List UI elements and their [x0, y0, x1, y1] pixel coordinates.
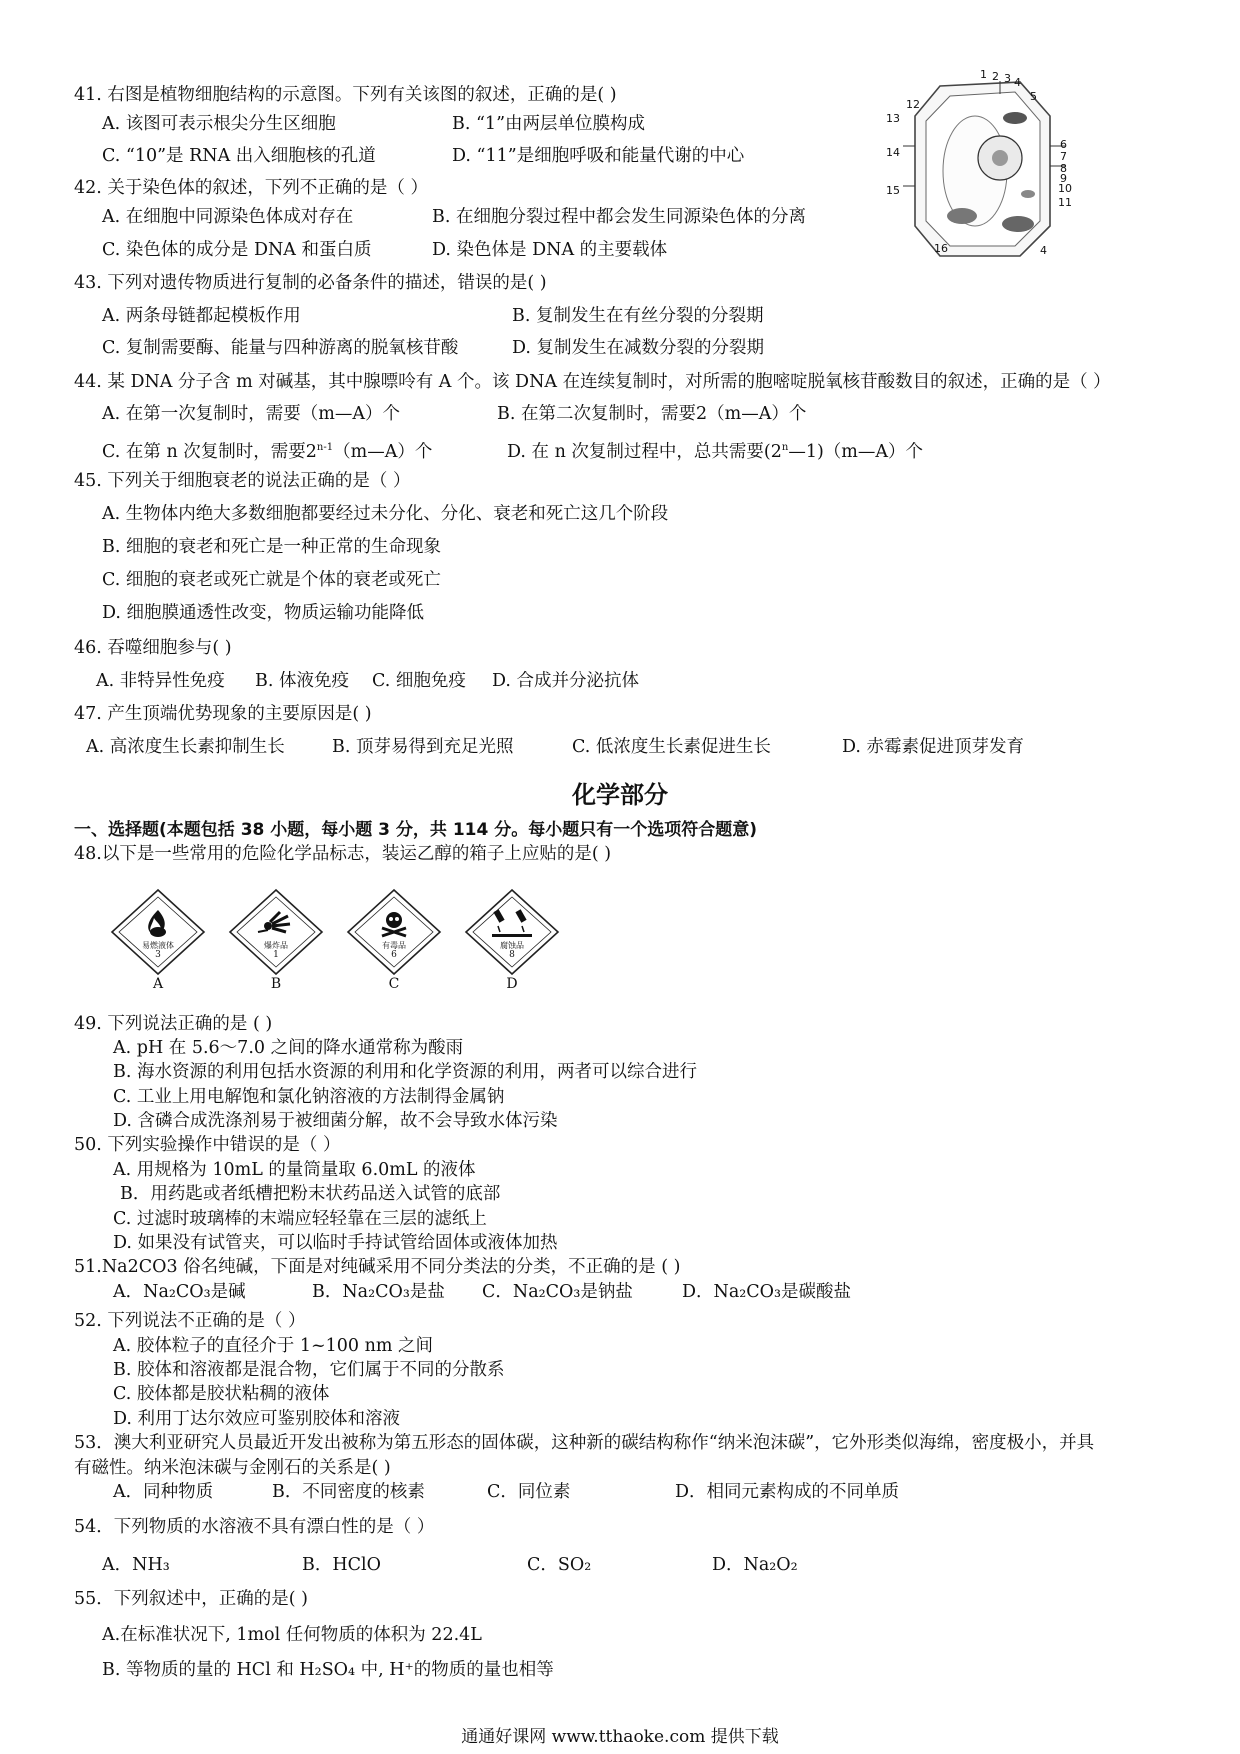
q53-option-a: A．同种物质: [113, 1482, 214, 1502]
question-54-stem: 54．下列物质的水溶液不具有漂白性的是（ ）: [74, 1517, 435, 1537]
q42-option-a: A. 在细胞中同源染色体成对存在: [102, 207, 354, 227]
hazard-sign-d: [464, 888, 560, 992]
q45-option-d: D. 细胞膜通透性改变，物质运输功能降低: [102, 603, 425, 623]
hazard-sign-c: [346, 888, 442, 992]
sign-class-number: 8: [509, 950, 515, 960]
q45-option-b: B. 细胞的衰老和死亡是一种正常的生命现象: [102, 537, 441, 557]
q50-option-c: C. 过滤时玻璃棒的末端应轻轻靠在三层的滤纸上: [113, 1209, 487, 1229]
q42-option-d: D. 染色体是 DNA 的主要载体: [432, 240, 668, 260]
q43-option-b: B. 复制发生在有丝分裂的分裂期: [512, 306, 764, 326]
q51-option-d: D．Na₂CO₃是碳酸盐: [682, 1282, 852, 1302]
q44-option-b: B. 在第二次复制时，需要2（m—A）个: [497, 404, 807, 424]
question-41-stem: 41. 右图是植物细胞结构的示意图。下列有关该图的叙述，正确的是( ): [74, 85, 617, 105]
q47-option-d: D. 赤霉素促进顶芽发育: [842, 737, 1025, 757]
q46-option-c: C. 细胞免疫: [372, 671, 466, 691]
cell-label: 10: [1058, 182, 1072, 195]
question-43-stem: 43. 下列对遗传物质进行复制的必备条件的描述，错误的是( ): [74, 273, 547, 293]
section-instructions: 一、选择题(本题包括 38 小题，每小题 3 分，共 114 分。每小题只有一个选项符合题意): [74, 820, 758, 840]
q47-option-a: A. 高浓度生长素抑制生长: [86, 737, 285, 757]
q55-option-a: A.在标准状况下, 1mol 任何物质的体积为 22.4L: [102, 1625, 482, 1645]
question-45-stem: 45. 下列关于细胞衰老的说法正确的是（ ）: [74, 471, 411, 491]
footer-source: 通通好课网 www.tthaoke.com 提供下载: [461, 1727, 779, 1747]
q44-option-c: C. 在第 n 次复制时，需要2$^{n-1}$（m—A）个: [102, 441, 433, 462]
q49-option-c: C. 工业上用电解饱和氯化钠溶液的方法制得金属钠: [113, 1087, 505, 1107]
q47-option-b: B. 顶芽易得到充足光照: [332, 737, 514, 757]
cell-label: 4: [1014, 76, 1021, 89]
q41-option-d: D. “11”是细胞呼吸和能量代谢的中心: [452, 146, 745, 166]
q41-option-b: B. “1”由两层单位膜构成: [452, 114, 646, 134]
q43-option-a: A. 两条母链都起模板作用: [102, 306, 301, 326]
question-53-stem-line2: 有磁性。纳米泡沫碳与金刚石的关系是( ): [74, 1458, 391, 1478]
question-46-stem: 46. 吞噬细胞参与( ): [74, 638, 232, 658]
cell-label: 11: [1058, 196, 1072, 209]
question-49-stem: 49. 下列说法正确的是 ( ): [74, 1014, 273, 1034]
q52-option-a: A. 胶体粒子的直径介于 1~100 nm 之间: [113, 1336, 434, 1356]
question-44-stem: 44. 某 DNA 分子含 m 对碱基，其中腺嘌呤有 A 个。该 DNA 在连续复制时，对所需的胞嘧啶脱氧核苷酸数目的叙述，正确的是（ ）: [74, 372, 1111, 392]
question-53-stem-line1: 53．澳大利亚研究人员最近开发出被称为第五形态的固体碳，这种新的碳结构称作“纳米泡沫碳”，它外形类似海绵，密度极小，并具: [74, 1433, 1095, 1453]
q41-option-a: A. 该图可表示根尖分生区细胞: [102, 114, 336, 134]
q51-option-a: A．Na₂CO₃是碱: [113, 1282, 246, 1302]
q53-option-c: C．同位素: [487, 1482, 571, 1502]
plant-cell-drawing: [900, 76, 1080, 266]
q42-option-c: C. 染色体的成分是 DNA 和蛋白质: [102, 240, 372, 260]
q50-option-a: A. 用规格为 10mL 的量筒量取 6.0mL 的液体: [113, 1160, 476, 1180]
sign-class-number: 3: [155, 950, 161, 960]
q53-option-d: D．相同元素构成的不同单质: [675, 1482, 900, 1502]
question-52-stem: 52. 下列说法不正确的是（ ）: [74, 1311, 306, 1331]
q42-option-b: B. 在细胞分裂过程中都会发生同源染色体的分离: [432, 207, 806, 227]
cell-label: 8: [1060, 162, 1067, 175]
q53-option-b: B．不同密度的核素: [272, 1482, 425, 1502]
sign-letter: C: [388, 976, 400, 992]
question-51-stem: 51.Na2CO3 俗名纯碱，下面是对纯碱采用不同分类法的分类，不正确的是 ( ): [74, 1257, 681, 1277]
q51-option-c: C．Na₂CO₃是钠盐: [482, 1282, 633, 1302]
sign-label: 爆炸品: [264, 941, 288, 950]
q47-option-c: C. 低浓度生长素促进生长: [572, 737, 771, 757]
question-47-stem: 47. 产生顶端优势现象的主要原因是( ): [74, 704, 372, 724]
hazard-sign-b: [228, 888, 324, 992]
q54-option-b: B．HClO: [302, 1555, 381, 1575]
sign-letter: B: [270, 976, 282, 992]
q54-option-d: D．Na₂O₂: [712, 1555, 798, 1575]
plant-cell-diagram: [886, 68, 1080, 266]
cell-label: 7: [1060, 150, 1067, 163]
q46-option-a: A. 非特异性免疫: [96, 671, 225, 691]
sign-label: 有毒品: [382, 941, 406, 950]
cell-label: 15: [886, 184, 900, 197]
q51-option-b: B．Na₂CO₃是盐: [312, 1282, 445, 1302]
q54-option-c: C．SO₂: [527, 1555, 592, 1575]
question-55-stem: 55．下列叙述中，正确的是( ): [74, 1589, 308, 1609]
q44-option-a: A. 在第一次复制时，需要（m—A）个: [102, 404, 400, 424]
sign-class-number: 6: [391, 950, 397, 960]
q45-option-c: C. 细胞的衰老或死亡就是个体的衰老或死亡: [102, 570, 441, 590]
q45-option-a: A. 生物体内绝大多数细胞都要经过未分化、分化、衰老和死亡这几个阶段: [102, 504, 669, 524]
q52-option-b: B. 胶体和溶液都是混合物，它们属于不同的分散系: [113, 1360, 505, 1380]
q50-option-d: D. 如果没有试管夹，可以临时手持试管给固体或液体加热: [113, 1233, 558, 1253]
q44-option-d: D. 在 n 次复制过程中，总共需要(2$^n$—1)（m—A）个: [507, 441, 924, 462]
q52-option-c: C. 胶体都是胶状粘稠的液体: [113, 1384, 330, 1404]
cell-label: 16: [934, 242, 948, 255]
cell-label: 9: [1060, 172, 1067, 185]
cell-label: 5: [1030, 90, 1037, 103]
q46-option-d: D. 合成并分泌抗体: [492, 671, 640, 691]
cell-label: 2: [992, 70, 999, 83]
sign-class-number: 1: [273, 950, 279, 960]
question-48-stem: 48.以下是一些常用的危险化学品标志，装运乙醇的箱子上应贴的是( ): [74, 844, 612, 864]
q49-option-a: A. pH 在 5.6～7.0 之间的降水通常称为酸雨: [113, 1038, 464, 1058]
cell-label: 4: [1040, 244, 1047, 257]
q49-option-d: D. 含磷合成洗涤剂易于被细菌分解，故不会导致水体污染: [113, 1111, 558, 1131]
sign-letter: D: [506, 976, 518, 992]
q54-option-a: A．NH₃: [102, 1555, 170, 1575]
cell-label: 13: [886, 112, 900, 125]
sign-letter: A: [152, 976, 164, 992]
cell-label: 14: [886, 146, 900, 159]
sign-label: 易燃液体: [142, 941, 174, 950]
q55-option-b: B. 等物质的量的 HCl 和 H₂SO₄ 中, H⁺的物质的量也相等: [102, 1660, 554, 1680]
q43-option-c: C. 复制需要酶、能量与四种游离的脱氧核苷酸: [102, 338, 459, 358]
q43-option-d: D. 复制发生在减数分裂的分裂期: [512, 338, 765, 358]
cell-label: 12: [906, 98, 920, 111]
hazard-signs: [110, 888, 570, 998]
hazard-sign-a: [110, 888, 206, 992]
question-42-stem: 42. 关于染色体的叙述，下列不正确的是（ ）: [74, 178, 428, 198]
q50-option-b: B．用药匙或者纸槽把粉末状药品送入试管的底部: [120, 1184, 501, 1204]
cell-label: 1: [980, 68, 987, 81]
q52-option-d: D. 利用丁达尔效应可鉴别胶体和溶液: [113, 1409, 401, 1429]
cell-label: 3: [1004, 72, 1011, 85]
q46-option-b: B. 体液免疫: [255, 671, 349, 691]
section-title: 化学部分: [572, 781, 668, 809]
question-50-stem: 50. 下列实验操作中错误的是（ ）: [74, 1135, 341, 1155]
cell-label: 6: [1060, 138, 1067, 151]
q49-option-b: B. 海水资源的利用包括水资源的利用和化学资源的利用，两者可以综合进行: [113, 1062, 697, 1082]
sign-label: 腐蚀品: [500, 941, 524, 950]
q41-option-c: C. “10”是 RNA 出入细胞核的孔道: [102, 146, 376, 166]
